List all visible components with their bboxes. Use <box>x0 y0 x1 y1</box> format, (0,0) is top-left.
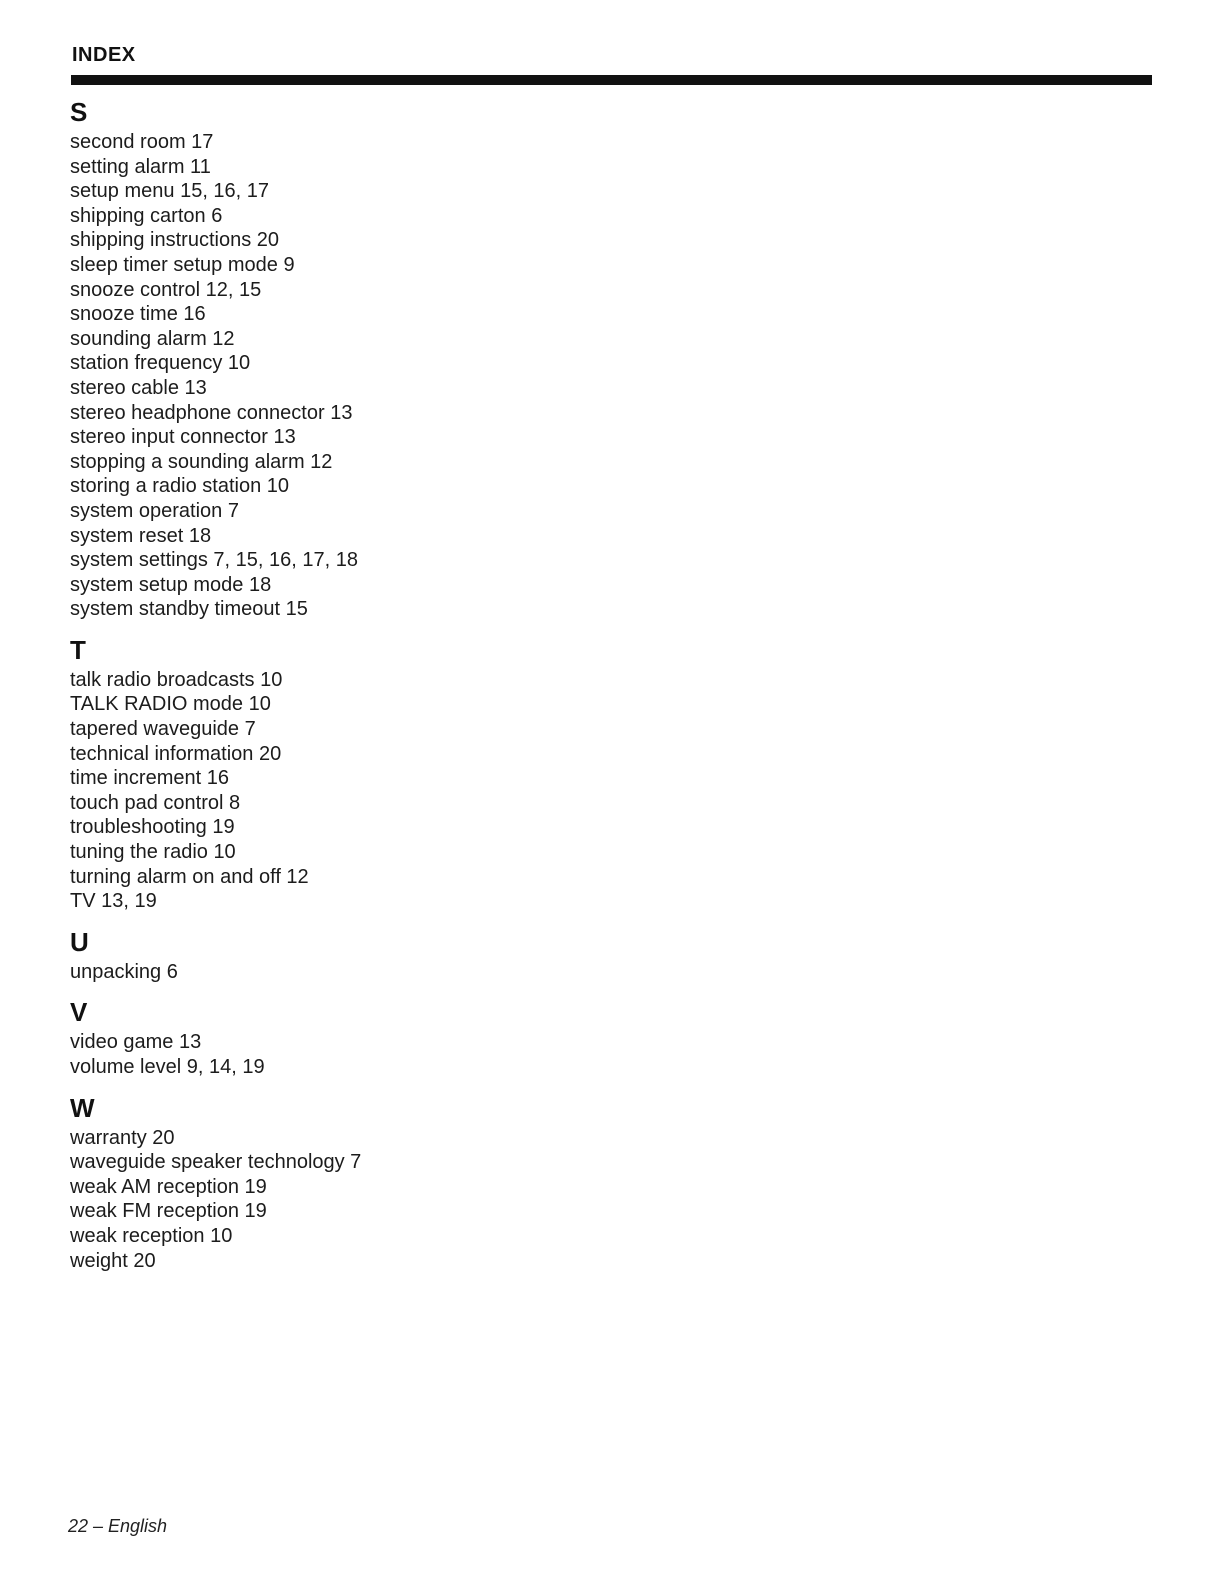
index-section-u <box>70 924 770 985</box>
section-letter: V <box>70 997 88 1028</box>
index-entry: video game 13 <box>70 1031 202 1054</box>
index-entry: system settings 7, 15, 16, 17, 18 <box>70 549 358 572</box>
index-entry: setting alarm 11 <box>70 155 211 178</box>
index-entry: time increment 16 <box>70 767 229 790</box>
index-section-t <box>70 632 770 914</box>
index-entry: unpacking 6 <box>70 960 178 983</box>
index-entry: stereo input connector 13 <box>70 426 296 449</box>
section-letter: T <box>70 634 86 665</box>
index-entry: sleep timer setup mode 9 <box>70 253 295 276</box>
index-entry: TALK RADIO mode 10 <box>70 693 271 716</box>
index-entry: snooze control 12, 15 <box>70 278 262 301</box>
index-entry: touch pad control 8 <box>70 791 241 814</box>
index-entry: weak FM reception 19 <box>70 1200 267 1223</box>
index-entry: warranty 20 <box>70 1126 175 1149</box>
index-entry: waveguide speaker technology 7 <box>70 1151 362 1174</box>
index-section-s <box>70 94 770 622</box>
page-header-title: INDEX <box>72 44 136 66</box>
index-entry: sounding alarm 12 <box>70 327 235 350</box>
index-entry: weight 20 <box>70 1249 156 1272</box>
index-entry: system operation 7 <box>70 499 239 522</box>
index-entry: talk radio broadcasts 10 <box>70 668 283 691</box>
index-entry: stopping a sounding alarm 12 <box>70 450 333 473</box>
index-entry: TV 13, 19 <box>70 890 157 913</box>
index-entry: weak AM reception 19 <box>70 1175 267 1198</box>
index-entry: snooze time 16 <box>70 303 206 326</box>
index-entry: technical information 20 <box>70 742 282 765</box>
index-entry: system standby timeout 15 <box>70 598 308 621</box>
header-rule <box>71 75 1152 85</box>
index-entry: turning alarm on and off 12 <box>70 865 309 888</box>
index-entry: station frequency 10 <box>70 352 251 375</box>
index-body <box>70 94 770 1283</box>
index-entry: system setup mode 18 <box>70 573 272 596</box>
index-entry: second room 17 <box>70 131 214 153</box>
index-section-v <box>70 994 770 1079</box>
index-entry: stereo headphone connector 13 <box>70 401 353 424</box>
section-letter: W <box>70 1092 95 1123</box>
index-entry: system reset 18 <box>70 524 212 547</box>
section-letter: S <box>70 97 88 127</box>
index-entry: stereo cable 13 <box>70 376 207 399</box>
index-entry: tuning the radio 10 <box>70 841 236 864</box>
index-section-w <box>70 1090 770 1274</box>
index-entry: tapered waveguide 7 <box>70 718 256 741</box>
index-entry: volume level 9, 14, 19 <box>70 1056 265 1078</box>
page-footer: 22 – English <box>68 1516 168 1536</box>
index-entry: setup menu 15, 16, 17 <box>70 180 270 203</box>
index-entry: weak reception 10 <box>70 1224 233 1247</box>
index-entry: troubleshooting 19 <box>70 816 235 839</box>
index-entry: storing a radio station 10 <box>70 475 290 498</box>
index-entry: shipping instructions 20 <box>70 229 280 252</box>
index-entry: shipping carton 6 <box>70 204 223 227</box>
section-letter: U <box>70 926 89 957</box>
